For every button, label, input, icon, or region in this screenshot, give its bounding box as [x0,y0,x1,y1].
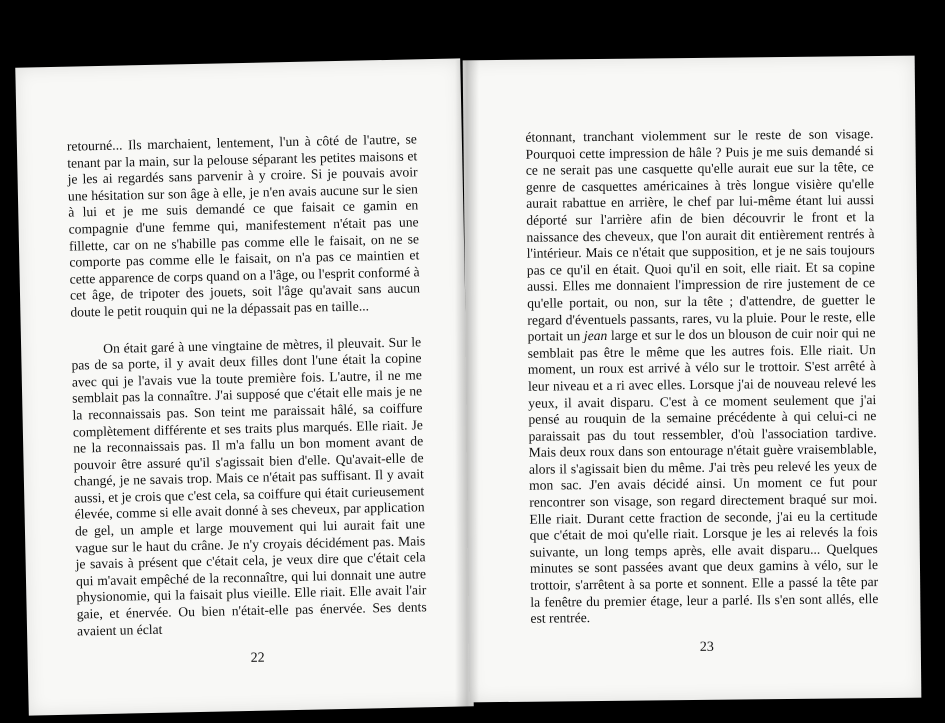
left-paragraph-1: retourné... Ils marchaient, lentement, l'un à côté de l'autre, se tenant par la main, sur la pelouse séparant les petites maisons et je les ai regardés sans parvenir à y croire. Si je pouvais avoir une hésitation sur son âge à elle, je n'en avais aucune sur le sien à lui et je me suis demandé ce que faisait ce gamin en compagnie d'une femme qui, manifestement n'était pas une fillette, car on ne s'habille pas comme elle le faisait, on ne se comporte pas comme elle le faisait, on n'a pas ce maintien et cette apparence de corps quand on a l'âge, ou l'esprit conformé à cet âge, de tripoter des jouets, soit l'âge qu'avait sans aucun doute le petit rouquin qui ne la dépassait pas en taille... [66,131,421,320]
right-paragraph-1 [525,126,878,627]
right-page-text [525,126,878,627]
left-page-text [67,131,427,639]
italic-word-jean: jean [583,328,608,344]
right-page [463,56,922,703]
left-paragraph-2: On était garé à une vingtaine de mètres, il pleuvait. Sur le pas de sa porte, il y avait deux filles dont l'une était la copine avec qui je l'avais vue la toute première fois. L'autre, il ne me semblait pas la connaître. J'ai supposé que c'était elle mais je ne la reconnaissais pas. Son teint me paraissait hâlé, sa coiffure complètement différente et ses traits plus marqués. Elle riait. Je ne la reconnaissais pas. Il m'a fallu un bon moment avant de pouvoir être assuré qu'il s'agissait bien d'elle. Qu'avait-elle de changé, je ne savais trop. Mais ce n'était pas suffisant. Il y avait aussi, et je crois que c'est cela, sa coiffure qui était curieusement élevée, comme si elle avait donné à ses cheveux, par application de gel, un ample et large mouvement qui lui aurait fait une vague sur le haut du crâne. Je n'y croyais décidément pas. Mais je savais à présent que c'était cela, je veux dire que c'était cela qui m'avait empêché de la reconnaître, qui lui donnait une autre physionomie, qui la faisait plus vieille. Elle riait. Elle avait l'air gaie, et énervée. Ou bien n'était-elle pas énervée. Ses dents avaient un éclat [71,333,427,639]
page-number-left: 22 [250,650,265,666]
right-paragraph-1-end: large et sur le dos un blouson de cuir noir qui ne semblait pas être le même que les autres fois. Elle riait. Un moment, un roux est arrivé à vélo sur le trottoir. S'est arrêté à leur niveau et a ri avec elles. Lorsque j'ai de nouveau relevé les yeux, il avait disparu. C'est à ce moment seulement que j'ai pensé au rouquin de la semaine précédente à qui celui-ci ne paraissait pas du tout ressembler, d'où l'association tardive. Mais deux roux dans son entourage n'était guère vraisemblable, alors il s'agissait bien du même. J'ai très peu relevé les yeux de mon sac. J'en avais décidé ainsi. Un moment ce fut pour rencontrer son visage, son regard directement braqué sur moi. Elle riait. Durant cette fraction de seconde, j'ai eu la certitude que c'était de moi qu'elle riait. Lorsque je les ai relevés la fois suivante, un long temps après, elle avait disparu... Quelques minutes se sont passées avant que deux gamins à vélo, sur le trottoir, s'arrêtent à sa porte et sonnent. Elle a passé la tête par la fenêtre du premier étage, leur a parlé. Ils s'en sont allés, elle est rentrée. [527,325,879,626]
page-number-right: 23 [699,639,714,655]
right-paragraph-1-start: étonnant, tranchant violemment sur le reste de son visage. Pourquoi cette impression de hâle ? Puis je me suis demandé si ce ne serait pas une casquette qu'elle aurait eue sur la tête, ce genre de casquettes américaines à très longue visière qu'elle aurait rabattue en arrière, le chef par lui-même étant lui aussi déporté sur l'arrière afin de bien découvrir le front et la naissance des cheveux, que l'on aurait dit entièrement rentrés à l'intérieur. Mais ce n'était que supposition, et je ne sais toujours pas ce qu'il en était. Quoi qu'il en soit, elle riait. Et sa copine aussi. Elles me donnaient l'impression de rire justement de ce qu'elle portait, ou non, sur la tête ; d'attendre, de guetter le regard d'éventuels passants, rares, vu la pluie. Pour le reste, elle portait un [525,126,876,344]
left-page [15,58,473,715]
